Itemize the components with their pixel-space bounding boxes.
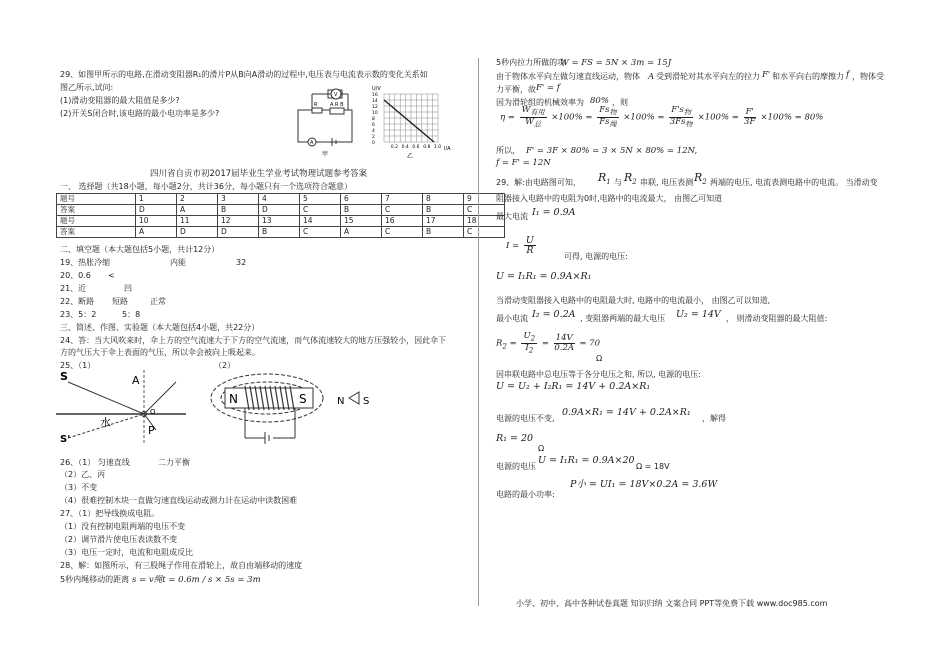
a19-2: 内能 bbox=[170, 258, 186, 267]
r-line4: 因为滑轮组的机械效率为 bbox=[496, 98, 584, 107]
fig25-solenoid bbox=[205, 368, 405, 448]
r-line6-eq: f = F' = 12N bbox=[496, 158, 551, 168]
graph-xtick-label: 0.4 bbox=[401, 145, 409, 150]
r1-label: R bbox=[314, 102, 318, 108]
fig25-compass-n: N bbox=[337, 396, 345, 407]
r2-equation: $R_2$ = $\frac{U_2}{I_2}$ = $\frac{14V}{0.2A}$ = 70 bbox=[496, 331, 600, 355]
answer-table-cell: A bbox=[136, 227, 177, 238]
a29-r11b: ，解得 bbox=[702, 414, 726, 423]
fig25-o: O bbox=[150, 408, 156, 416]
answer-table-cell: A bbox=[341, 227, 382, 238]
r-line3: 力平衡，故 bbox=[496, 85, 536, 94]
answer-table-cell: 6 bbox=[341, 194, 382, 205]
answer-table-cell: D bbox=[136, 205, 177, 216]
answer-table-cell: C bbox=[300, 227, 341, 238]
a24-line2: 方的气压大于伞上表面的气压，所以伞会被向上吸起来。 bbox=[60, 348, 260, 357]
graph-xlabel: I/A bbox=[444, 146, 451, 152]
fig25-s: S bbox=[60, 370, 68, 383]
answer-table-header-cell: 答案 bbox=[57, 205, 136, 216]
a29-r1c: 串联, 电压表测 bbox=[640, 178, 694, 187]
voltmeter-label: V bbox=[334, 92, 338, 98]
r-line2: 由于物体水平向左做匀速直线运动，物体 bbox=[496, 72, 640, 81]
graph-ytick-label: 12 bbox=[372, 105, 378, 110]
answer-table-cell: B bbox=[341, 205, 382, 216]
a19-1: 19、热胀冷缩 bbox=[60, 258, 111, 267]
a29-r11: 电源的电压不变, bbox=[496, 414, 555, 423]
graph-xtick-label: 0.2 bbox=[390, 145, 398, 150]
answer-table-cell: B bbox=[423, 227, 464, 238]
answer-table-cell: 11 bbox=[177, 216, 218, 227]
a20-2: < bbox=[108, 271, 115, 280]
a29-r8u: Ω bbox=[596, 354, 603, 363]
answer-table-cell: 13 bbox=[259, 216, 300, 227]
a26-5: （4）很难控制木块一直做匀速直线运动或测力计在运动中读数困难 bbox=[60, 496, 298, 505]
answer-table-row bbox=[57, 227, 505, 238]
a22-1: 22、断路 bbox=[60, 297, 95, 306]
a29-r3: 最大电流 bbox=[496, 212, 528, 221]
fig25-sprime: S' bbox=[60, 434, 71, 445]
fig25-a: A bbox=[132, 374, 140, 387]
a29-r12u: Ω bbox=[538, 444, 545, 453]
a26-2: 二力平衡 bbox=[158, 458, 190, 467]
fig25-water: 水 bbox=[100, 416, 111, 429]
q29-stem-2: 图乙所示,试问: bbox=[60, 83, 114, 92]
a29-r7c: ， 则滑动变阻器的最大阻值: bbox=[726, 314, 828, 323]
answer-title: 四川省自贡市初2017届毕业生学业考试物理试题参考答案 bbox=[150, 169, 368, 179]
fig-yi-label: 乙 bbox=[407, 153, 414, 160]
answer-table-cell: D bbox=[218, 227, 259, 238]
a20-1: 20、0.6 bbox=[60, 271, 91, 280]
r-line2c: 和水平向右的摩擦力 bbox=[772, 72, 844, 81]
answer-table-cell: 5 bbox=[300, 194, 341, 205]
a26-1: 26、（1） 匀速直线 bbox=[60, 458, 130, 467]
graph-ytick-label: 0 bbox=[372, 141, 375, 146]
answer-table-header-cell: 题号 bbox=[57, 194, 136, 205]
answer-table-cell: 16 bbox=[382, 216, 423, 227]
answer-table-cell: 3 bbox=[218, 194, 259, 205]
answer-table-cell: 7 bbox=[382, 194, 423, 205]
r-line4b: ，则 bbox=[612, 98, 628, 107]
graph-xtick-label: 0.6 bbox=[412, 145, 420, 150]
answer-table-cell: 9 bbox=[464, 194, 505, 205]
q29-stem: 29、如图甲所示的电路,在滑动变阻器R₁的滑片P从B向A滑动的过程中,电压表与电流表示数的变化关系如 bbox=[60, 70, 428, 79]
answer-table-cell: C bbox=[382, 205, 423, 216]
answer-table-cell: B bbox=[218, 205, 259, 216]
section1-heading: 一、 选择题（共18小题，每小题2分，共计36分，每小题只有一个选项符合题意） bbox=[60, 182, 352, 191]
footer-text: 小学、初中、高中各种试卷真题 知识归纳 文案合同 PPT等免费下载 www.doc985.com bbox=[516, 599, 828, 608]
r-line2b: 受到滑轮对其水平向左的拉力 bbox=[656, 72, 760, 81]
graph-yi bbox=[362, 84, 454, 160]
a29-r6: 当滑动变阻器接入电路中的电阻最大时, 电路中的电流最小， 由图乙可以知道, bbox=[496, 296, 771, 305]
a29-r10-eq: U = U₂ + I₂R₁ = 14V + 0.2A×R₁ bbox=[496, 381, 651, 392]
answer-table-cell: C bbox=[300, 205, 341, 216]
r-line2-A: A bbox=[648, 72, 655, 82]
a29-r2: 阻器接入电路中的电阻为0时,电路中的电流最大， 由图乙可知道 bbox=[496, 194, 723, 203]
graph-ytick-label: 8 bbox=[372, 117, 375, 122]
answer-table-row bbox=[57, 194, 505, 205]
graph-line bbox=[384, 100, 434, 142]
a28-eq1: s = v绳t = 0.6m / s × 5s = 3m bbox=[132, 575, 261, 585]
answer-table-cell: 8 bbox=[423, 194, 464, 205]
a29-r4b: 可得, 电源的电压: bbox=[564, 252, 628, 261]
a22-3: 正常 bbox=[150, 297, 166, 306]
r-line5-eq: F' = 3F × 80% = 3 × 5N × 80% = 12N, bbox=[526, 146, 698, 156]
graph-ylabel: U/V bbox=[372, 86, 381, 92]
a22-2: 短路 bbox=[112, 297, 128, 306]
answer-table-cell: D bbox=[177, 227, 218, 238]
section3-heading: 三、简述、作图、实验题（本大题包括4小题，共22分） bbox=[60, 323, 260, 332]
fig25-p: P bbox=[148, 424, 155, 437]
answer-table-cell: 17 bbox=[423, 216, 464, 227]
r-line1-eq: W = FS = 5N × 3m = 15J bbox=[560, 58, 672, 68]
graph-ytick-label: 10 bbox=[372, 111, 378, 116]
a29-r7b: , 变阻器两端的最大电压 bbox=[580, 314, 666, 323]
a29-r1: 29、解:由电路图可知， bbox=[496, 178, 581, 187]
q29-sub2: (2)开关S闭合时,该电路的最小电功率是多少? bbox=[60, 109, 220, 118]
r-line2-Fp: F' bbox=[762, 70, 771, 80]
a25-1: 25、（1） bbox=[60, 361, 96, 370]
a29-r3-eq: I₁ = 0.9A bbox=[532, 207, 576, 218]
a29-r1-R2: $R_2$ bbox=[624, 171, 637, 187]
a29-r14-eq: P小 = UI₁ = 18V×0.2A = 3.6W bbox=[570, 479, 718, 490]
eta-equation: η = $\frac{W_{有用}}{W_总}$ ×100% = $\frac{Fs_物}{Fs_绳}$ ×100% = $\frac{F's_物}{3Fs_物}$ ×100% = $\frac{F'}{3F}$ ×100% = 80% bbox=[500, 105, 824, 129]
r-line2-f: f bbox=[846, 70, 850, 80]
answer-table-cell: 1 bbox=[136, 194, 177, 205]
graph-ytick-label: 16 bbox=[372, 93, 378, 98]
answer-table-cell: D bbox=[259, 205, 300, 216]
a26-3: （2）乙、丙 bbox=[60, 470, 106, 479]
answer-table-header-cell: 题号 bbox=[57, 216, 136, 227]
answer-table-cell: 18 bbox=[464, 216, 505, 227]
a29-r1-R1: $R_1$ bbox=[598, 171, 611, 187]
answer-table-cell: 2 bbox=[177, 194, 218, 205]
answer-table-cell: C bbox=[464, 205, 505, 216]
fig25-optics bbox=[56, 368, 186, 446]
a27-4: （3）电压一定时，电流和电阻成反比 bbox=[60, 548, 194, 557]
answer-table-header-cell: 答案 bbox=[57, 227, 136, 238]
r-line3-eq: F' = f bbox=[536, 83, 560, 93]
answer-table-cell: B bbox=[259, 227, 300, 238]
a24-line1: 24、答：当大风吹来时，伞上方的空气流速大于下方的空气流速，而气体流速较大的地方压强较小，因此伞下 bbox=[60, 336, 447, 345]
r-line5: 所以， bbox=[496, 146, 520, 155]
answer-table-cell: 12 bbox=[218, 216, 259, 227]
a29-r7: 最小电流 bbox=[496, 314, 528, 323]
graph-ytick-label: 4 bbox=[372, 129, 375, 134]
section2-heading: 二、填空题（本大题包括5小题，共计12分） bbox=[60, 245, 220, 254]
graph-ytick-label: 2 bbox=[372, 135, 375, 140]
a28-1: 28、解：如图所示，有三股绳子作用在滑轮上，故自由端移动的速度 bbox=[60, 561, 303, 570]
ammeter-label: A bbox=[310, 140, 314, 146]
a29-r5-eq: U = I₁R₁ = 0.9A×R₁ bbox=[496, 271, 592, 282]
column-divider bbox=[478, 58, 479, 606]
a21-2: 凹 bbox=[124, 284, 132, 293]
graph-xtick-label: 0.8 bbox=[423, 145, 431, 150]
answer-table-cell: B bbox=[423, 205, 464, 216]
answer-table-cell: C bbox=[464, 227, 505, 238]
fig25-n: N bbox=[229, 392, 238, 406]
answer-table bbox=[56, 193, 505, 238]
a21-1: 21、近 bbox=[60, 284, 87, 293]
a27-1: 27、（1）把导线换成电阻。 bbox=[60, 509, 160, 518]
a29-r13u: Ω = 18V bbox=[636, 462, 670, 471]
a29-r1-R2b: $R_2$ bbox=[694, 171, 707, 187]
a26-4: （3）不变 bbox=[60, 483, 98, 492]
q29-sub1: (1)滑动变阻器的最大阻值是多少? bbox=[60, 96, 180, 105]
a29-r1d: 两端的电压, 电流表测电路中的电流。 当滑动变 bbox=[710, 178, 878, 187]
a25-2: （2） bbox=[214, 361, 236, 370]
circuit-diagram-jia bbox=[292, 86, 358, 158]
a29-r13-eq: U = I₁R₁ = 0.9A×20 bbox=[538, 455, 635, 466]
graph-ytick-label: 6 bbox=[372, 123, 375, 128]
answer-table-cell: C bbox=[382, 227, 423, 238]
answer-table-cell: A bbox=[177, 205, 218, 216]
fig-jia-label: 甲 bbox=[322, 151, 329, 158]
r-line1-text: 5秒内拉力所做的功 bbox=[496, 58, 566, 67]
a19-3: 32 bbox=[236, 258, 247, 267]
a29-r7-eq: I₂ = 0.2A bbox=[532, 309, 576, 320]
a23-1: 23、5：2 bbox=[60, 310, 97, 319]
a29-r9: 因串联电路中总电压等于各分电压之和, 所以, 电源的电压: bbox=[496, 370, 701, 379]
a27-3: （2）调节滑片使电压表读数不变 bbox=[60, 535, 178, 544]
a29-r14: 电路的最小功率: bbox=[496, 490, 555, 499]
answer-table-row bbox=[57, 216, 505, 227]
r-line2d: ，物体受 bbox=[852, 72, 884, 81]
fig25-compass-s: S bbox=[363, 396, 370, 407]
ohms-law: I = $\frac{U}{R}$ bbox=[506, 235, 534, 256]
fig25-s2: S bbox=[299, 392, 307, 406]
a29-r13: 电源的电压 bbox=[496, 462, 536, 471]
answer-table-cell: 15 bbox=[341, 216, 382, 227]
a29-r11-eq: 0.9A×R₁ = 14V + 0.2A×R₁ bbox=[562, 407, 691, 418]
a29-r7-eq2: U₂ = 14V bbox=[676, 309, 721, 320]
a27-2: （1）没有控制电阻两端的电压不变 bbox=[60, 522, 186, 531]
a23-2: 5：8 bbox=[122, 310, 141, 319]
answer-table-cell: 14 bbox=[300, 216, 341, 227]
r2-label: A R B bbox=[330, 102, 344, 108]
answer-table-cell: 4 bbox=[259, 194, 300, 205]
r-line4-80: 80% bbox=[590, 96, 609, 106]
a28-2: 5秒内绳移动的距离 bbox=[60, 575, 130, 584]
graph-ytick-label: 14 bbox=[372, 99, 378, 104]
graph-xtick-label: 1.0 bbox=[434, 145, 442, 150]
a29-r1b: 与 bbox=[614, 178, 622, 187]
answer-table-cell: 10 bbox=[136, 216, 177, 227]
answer-table-row bbox=[57, 205, 505, 216]
a29-r12-eq: R₁ = 20 bbox=[496, 433, 534, 444]
